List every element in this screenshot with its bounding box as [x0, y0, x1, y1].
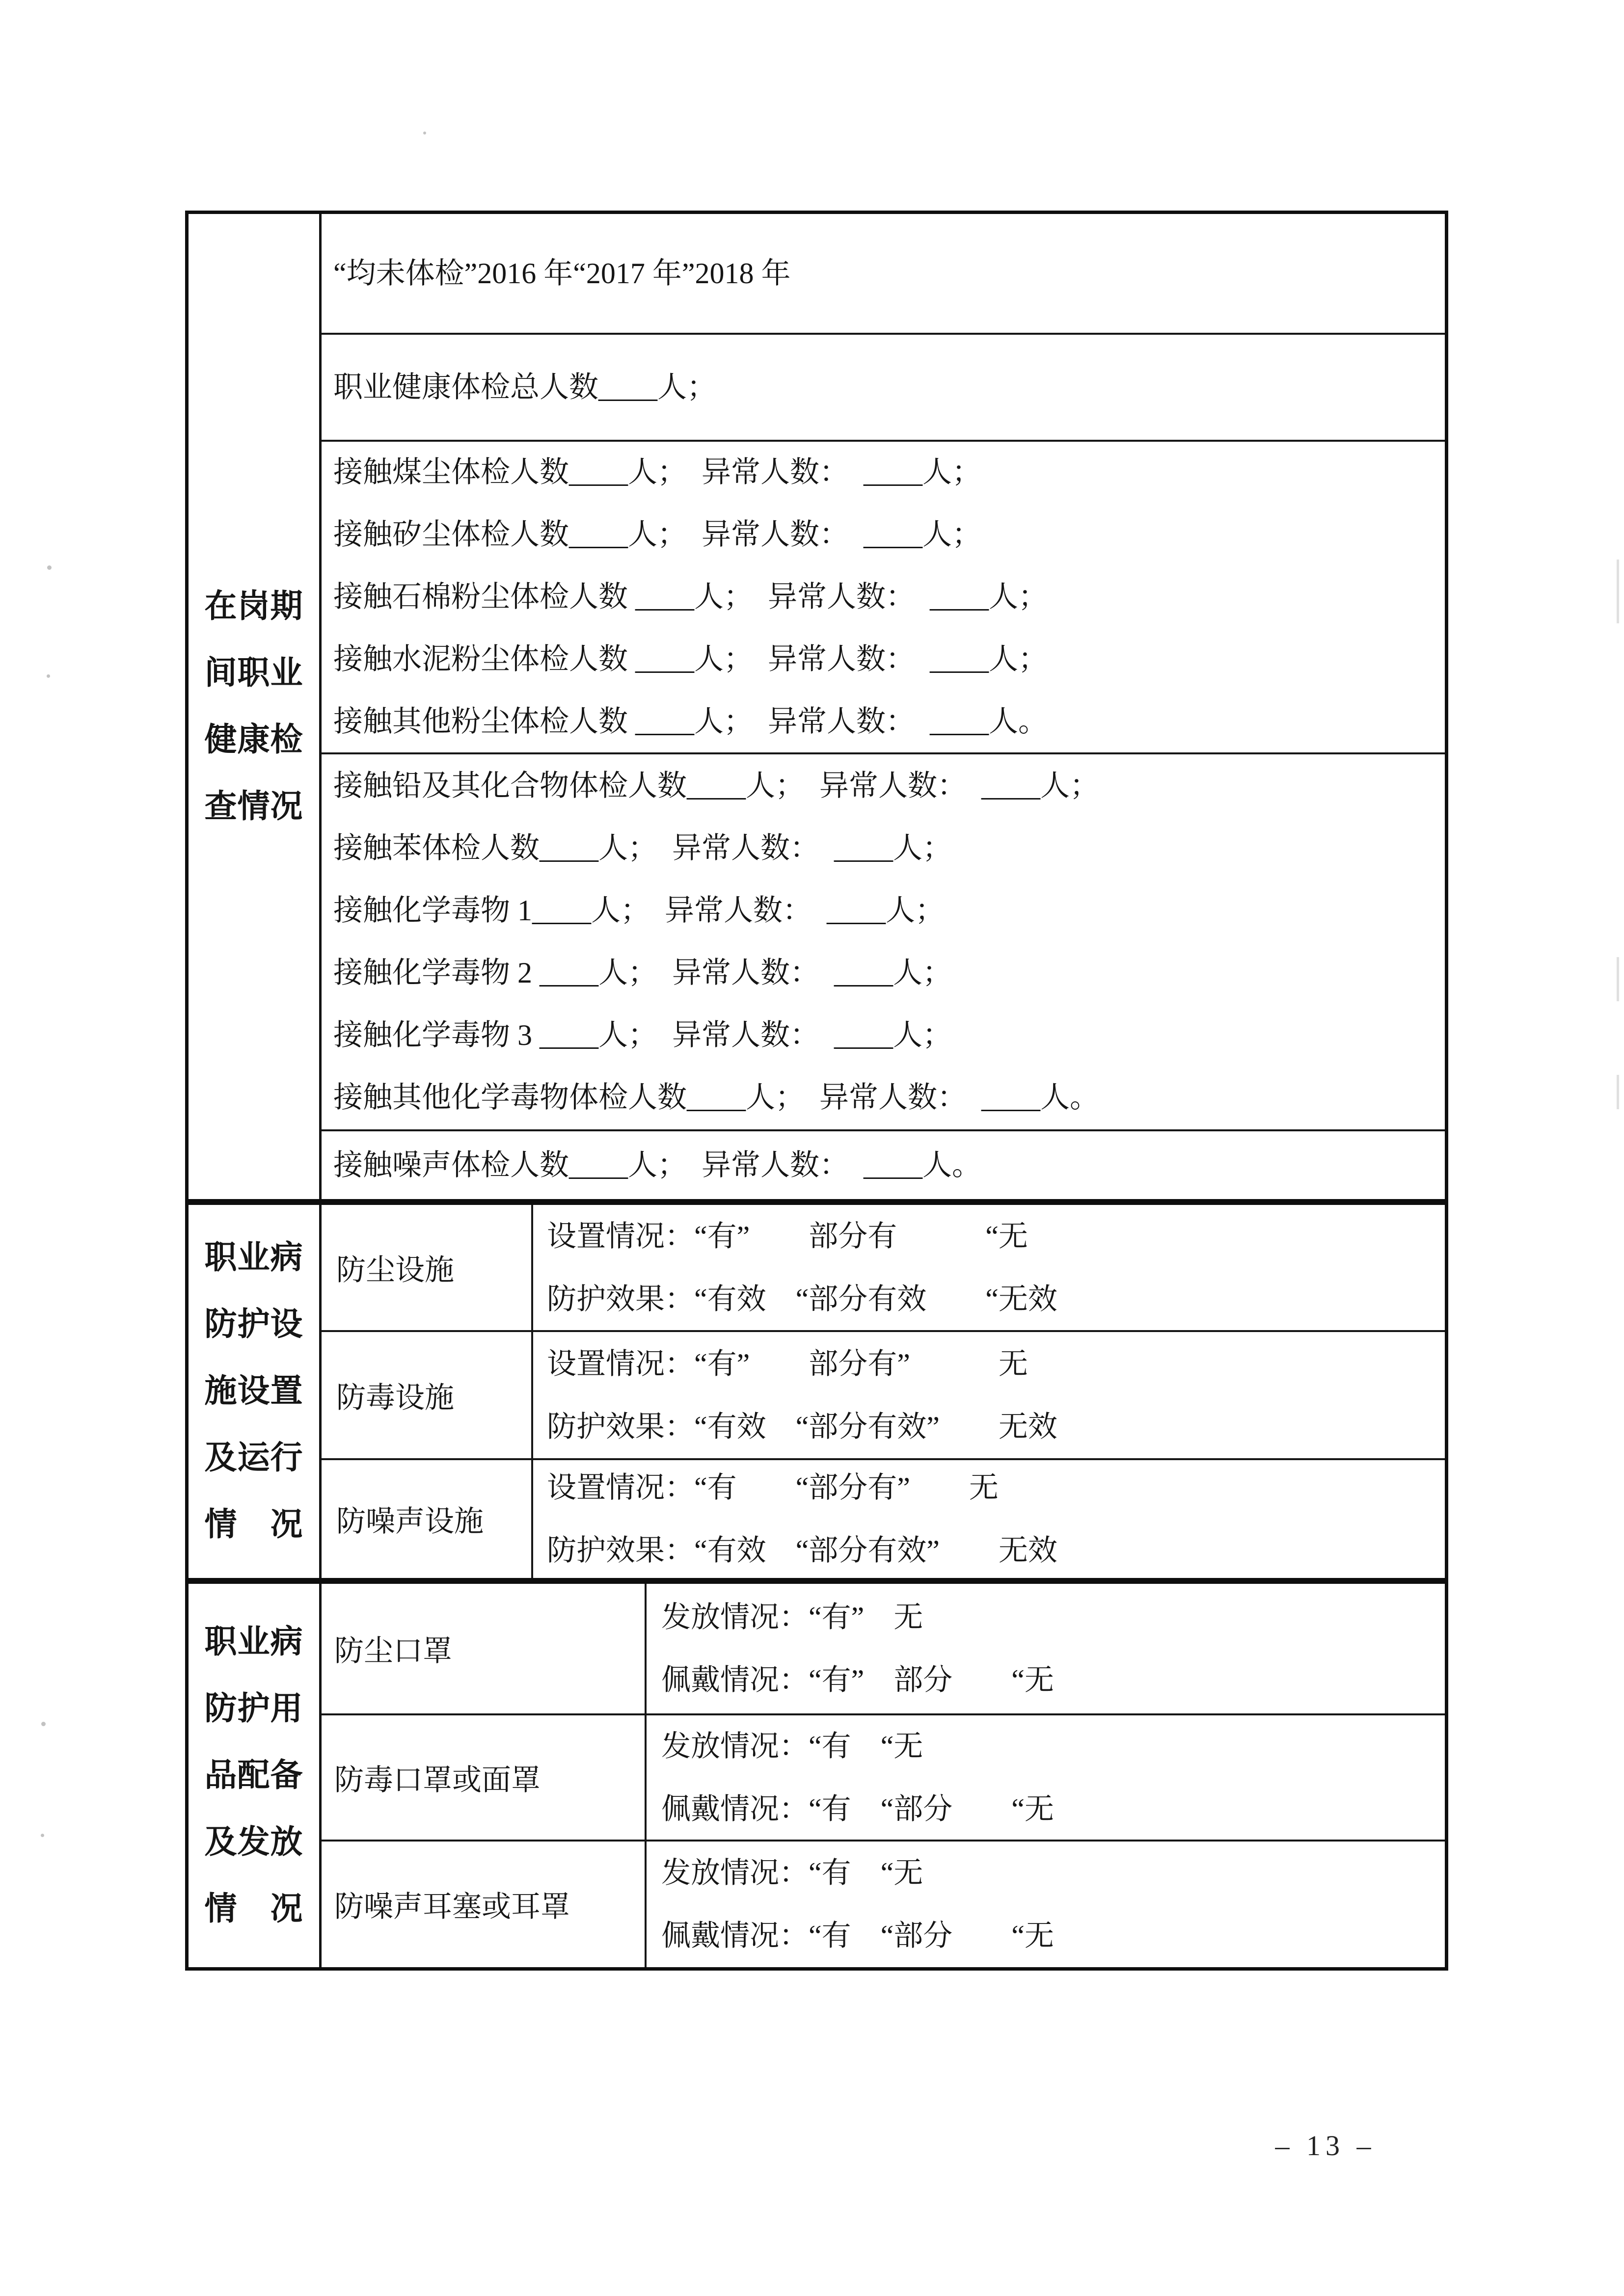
header-line: 情 况: [204, 1891, 303, 1927]
header-line: 在岗期: [204, 588, 303, 624]
header-line: 防护设: [204, 1307, 303, 1342]
dust-line: 接触煤尘体检人数____人； 异常人数： ____人；: [333, 456, 981, 488]
header-line: 及运行: [204, 1440, 303, 1476]
header-line: 查情况: [204, 788, 303, 825]
protection-effect-line: 防护效果：“有效 “部分有效” 无效: [547, 1534, 1057, 1567]
ppe-options: [647, 1584, 1445, 1713]
section-facilities-content: [322, 1205, 1445, 1578]
dust-line: 接触其他粉尘体检人数 ____人； 异常人数： ____人。: [333, 705, 1048, 738]
header-line: 防护用: [204, 1690, 303, 1727]
issue-status-line: 发放情况：“有” 无: [661, 1601, 923, 1633]
wearing-status-line: 佩戴情况：“有 “部分 “无: [661, 1792, 1054, 1825]
scan-artifact: [41, 1722, 46, 1726]
dust-line: 接触石棉粉尘体检人数 ____人； 异常人数： ____人；: [333, 581, 1048, 613]
row-total-examined: [322, 335, 1445, 442]
total-examined-text: 职业健康体检总人数____人；: [333, 371, 716, 403]
header-line: 职业病: [204, 1240, 303, 1276]
section-exam-content: [322, 214, 1445, 1199]
noise-line: 接触噪声体检人数____人； 异常人数： ____人。: [333, 1148, 981, 1181]
facility-options: [533, 1332, 1445, 1458]
header-line: 情 况: [204, 1507, 303, 1543]
wearing-status-line: 佩戴情况：“有 “部分 “无: [661, 1920, 1054, 1952]
row-dust-exposure: [322, 442, 1445, 754]
section-exam-status: [189, 214, 1445, 1205]
header-line: 职业病: [204, 1624, 303, 1660]
facility-name: 防尘设施: [322, 1205, 533, 1330]
page-number: – 13 –: [1275, 2130, 1376, 2162]
row-chemical-exposure: [322, 754, 1445, 1131]
section-facilities-header: [189, 1205, 322, 1578]
no-exam-text: “均未体检”2016 年“2017 年”2018 年: [333, 257, 791, 290]
setup-status-line: 设置情况：“有 “部分有” 无: [547, 1471, 999, 1504]
facility-row-dust: [322, 1205, 1445, 1332]
chem-line: 接触化学毒物 1____人； 异常人数： ____人；: [333, 894, 945, 927]
scan-artifact: [41, 1834, 44, 1837]
chem-line: 接触铅及其化合物体检人数____人； 异常人数： ____人；: [333, 770, 1099, 802]
protection-effect-line: 防护效果：“有效 “部分有效” 无效: [547, 1410, 1057, 1443]
scan-artifact: [1617, 1075, 1619, 1109]
form-table: [185, 211, 1448, 1971]
scan-artifact: [47, 674, 50, 678]
dust-line: 接触水泥粉尘体检人数 ____人； 异常人数： ____人；: [333, 643, 1048, 675]
facility-row-noise: [322, 1460, 1445, 1578]
header-line: 及发放: [204, 1824, 303, 1860]
ppe-name: 防噪声耳塞或耳罩: [322, 1842, 647, 1967]
ppe-name: 防毒口罩或面罩: [322, 1715, 647, 1840]
setup-status-line: 设置情况：“有” 部分有” 无: [547, 1347, 1028, 1380]
facility-name: 防噪声设施: [322, 1460, 533, 1578]
dust-line: 接触矽尘体检人数____人； 异常人数： ____人；: [333, 518, 981, 551]
wearing-status-line: 佩戴情况：“有” 部分 “无: [661, 1664, 1054, 1696]
facility-options: [533, 1205, 1445, 1330]
section-protective-facilities: [189, 1205, 1445, 1584]
facility-options: [533, 1460, 1445, 1578]
section-ppe-header: [189, 1584, 322, 1967]
facility-name: 防毒设施: [322, 1332, 533, 1458]
header-line: 健康检: [204, 721, 303, 758]
section-protective-equipment: [189, 1584, 1445, 1967]
scan-artifact: [1617, 560, 1619, 623]
ppe-row-poison-mask: [322, 1715, 1445, 1842]
ppe-row-dust-mask: [322, 1584, 1445, 1715]
chem-line: 接触化学毒物 2 ____人； 异常人数： ____人；: [333, 957, 952, 989]
ppe-options: [647, 1715, 1445, 1840]
chem-line: 接触其他化学毒物体检人数____人； 异常人数： ____人。: [333, 1081, 1099, 1114]
chem-line: 接触化学毒物 3 ____人； 异常人数： ____人；: [333, 1019, 952, 1051]
ppe-row-ear-protection: [322, 1842, 1445, 1967]
header-line: 间职业: [204, 655, 303, 691]
issue-status-line: 发放情况：“有 “无: [661, 1857, 923, 1889]
header-line: 施设置: [204, 1373, 303, 1409]
scan-artifact: [1617, 957, 1619, 1001]
ppe-name: 防尘口罩: [322, 1584, 647, 1713]
facility-row-poison: [322, 1332, 1445, 1460]
row-no-exam: [322, 214, 1445, 335]
ppe-options: [647, 1842, 1445, 1967]
section-exam-header: [189, 214, 322, 1199]
header-line: 品配备: [204, 1757, 303, 1793]
section-ppe-content: [322, 1584, 1445, 1967]
scan-artifact: [423, 132, 426, 134]
issue-status-line: 发放情况：“有 “无: [661, 1730, 923, 1762]
protection-effect-line: 防护效果：“有效 “部分有效 “无效: [547, 1282, 1057, 1315]
chem-line: 接触苯体检人数____人； 异常人数： ____人；: [333, 832, 952, 864]
setup-status-line: 设置情况：“有” 部分有 “无: [547, 1220, 1028, 1253]
row-noise-exposure: [322, 1131, 1445, 1199]
scan-artifact: [47, 565, 52, 570]
